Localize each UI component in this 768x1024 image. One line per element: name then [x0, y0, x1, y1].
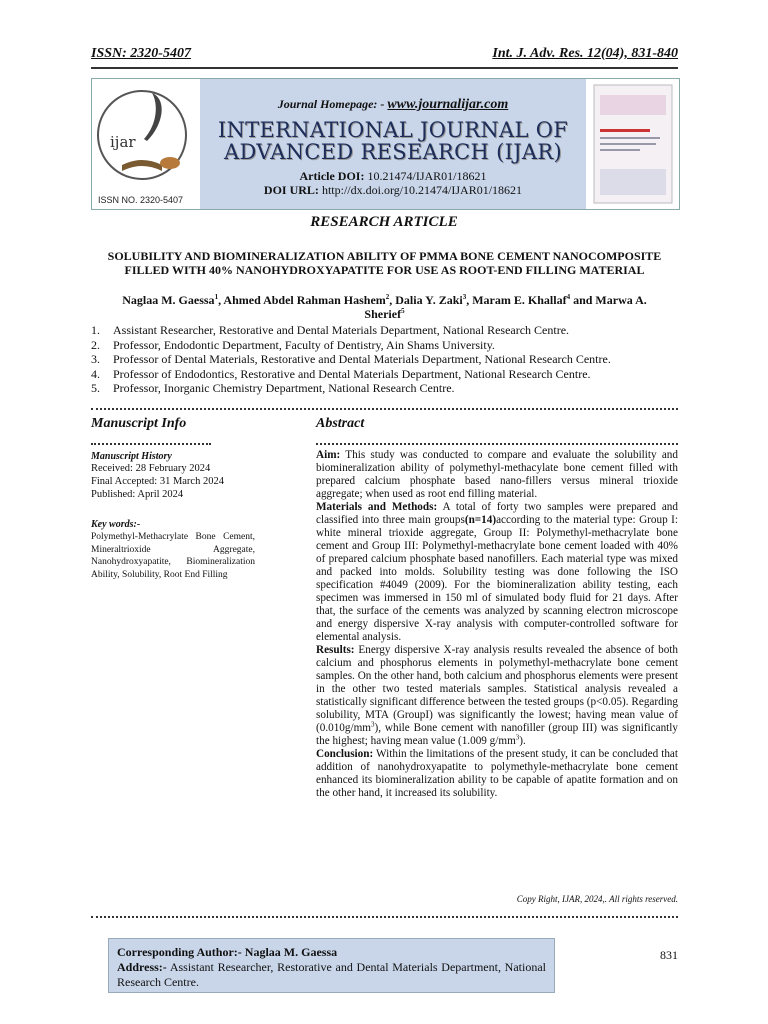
abstract-heading: Abstract [316, 416, 365, 431]
article-type: RESEARCH ARTICLE [310, 214, 458, 230]
journal-banner [91, 78, 680, 210]
author-5-part1: Marwa A. [595, 293, 647, 307]
doi-block [200, 169, 586, 197]
received-date: Received: 28 February 2024 [91, 463, 211, 474]
affiliation-text: Assistant Researcher, Restorative and Dental Materials Department, National Research Centre. [113, 323, 570, 337]
journal-cover-icon [586, 79, 679, 209]
results-text-cont: ), while Bone cement with nanofiller (group III) was significantly the highest; having mean value (1.009 g/mm [316, 722, 678, 747]
results-sup: 3 [515, 733, 520, 742]
ijar-logo-icon [92, 79, 200, 209]
affiliation-item [91, 352, 678, 367]
affiliation-text: Professor of Endodontics, Restorative and Dental Materials Department, National Research Centre. [113, 366, 591, 381]
paper-title-line2: FILLED WITH 40% NANOHYDROXYAPATITE FOR USE AS ROOT-END FILLING MATERIAL [124, 263, 645, 277]
homepage-label: Journal Homepage: - [277, 97, 388, 111]
corresponding-author-label: Corresponding Author:- Naglaa M. Gaessa [117, 945, 338, 959]
doi-value: 10.21474/IJAR01/18621 [367, 169, 487, 183]
affiliation-item [91, 338, 678, 353]
header-rule [91, 67, 678, 69]
methods-text: A total of forty two samples were prepared and classified into three main groups [316, 501, 678, 526]
journal-title-line2: ADVANCED RESEARCH (IJAR) [224, 140, 562, 164]
author-1-sup: 1 [214, 293, 219, 301]
corresponding-author-box [108, 938, 555, 993]
results-sup: 3 [371, 720, 375, 729]
methods-text-cont: according to the material type: Group I: white mineral trioxide aggregate, Group II: Polymethyl-methacrylate bone cement and Group III: Polymethyl-methacrylate bone cement loaded with 40% of prepared calcium phosphate based nanofillers. Each material type was mixed and packed into molds. Solubility testing was done following the ISO specification #4049 (2009). For the biomineralization ability testing, each specimen was immersed in 150 ml of simulated body fluid for 21 days. After that, the surface of the cements was analyzed by scanning electron microscope and energy dispersive X-ray analysis with computer-controlled software for elemental analysis. [316, 514, 678, 643]
results-text: Energy dispersive X-ray analysis results revealed the absence of both calcium and phosphorus elements in polymethyl-methacrylate bone cement samples. On the other hand, both calcium and phosphorus elements were present in the other two tested materials samples. Statistical analysis revealed a statistically significant difference between the tested groups (p<0.05). Regarding solubility, MTA (GroupI) was significantly the lowest; having mean value of (0.010g/mm [316, 644, 678, 734]
manuscript-info-divider [91, 443, 211, 445]
abstract-results [316, 644, 678, 748]
keywords-title: Key words:- [91, 519, 141, 530]
paper-title [91, 249, 678, 277]
author-3: Dalia Y. Zaki [395, 293, 463, 307]
published-date: Published: April 2024 [91, 489, 184, 500]
journal-title [200, 119, 586, 163]
author-5-sup: 5 [401, 307, 405, 315]
footer-divider [91, 916, 678, 918]
affiliation-number: 3. [91, 352, 100, 367]
author-4: Maram E. Khallaf [472, 293, 567, 307]
keywords: Polymethyl-Methacrylate Bone Cement, Mineraltrioxide Aggregate, Nanohydroxyapatite, Biomineralization Ability, Solubility, Root End Filling [91, 532, 255, 580]
author-and: and [570, 293, 596, 307]
affiliation-item [91, 323, 678, 338]
abstract-body [316, 449, 678, 800]
affiliation-item [91, 381, 678, 396]
manuscript-info-heading: Manuscript Info [91, 416, 187, 431]
conclusion-text: Within the limitations of the present study, it can be concluded that addition of nanohydroxyapatite to polymethyle-methacrylate bone cement enhanced its biomineralization ability to be capable of apatite formation and on the other hand, it increased its solubility. [316, 748, 678, 799]
aim-text: This study was conducted to compare and evaluate the solubility and biomineralization ability of polymethyl-methacylate bone cement filled with prepared calcium phosphate based nano-fillers versus mineral trioxide aggregate; when used as root end filling material. [316, 449, 678, 500]
abstract-divider [316, 443, 678, 445]
affiliation-text: Professor, Inorganic Chemistry Department, National Research Centre. [113, 381, 455, 396]
journal-logo [92, 79, 200, 209]
aim-label: Aim: [316, 449, 341, 461]
affiliation-list [91, 323, 678, 396]
affiliation-number: 1. [91, 323, 100, 337]
author-4-sup: 4 [566, 293, 571, 301]
doi-label: Article DOI: [299, 169, 365, 183]
journal-title-line1: INTERNATIONAL JOURNAL OF [217, 118, 569, 142]
affiliation-number: 4. [91, 366, 100, 381]
paper-title-line1: SOLUBILITY AND BIOMINERALIZATION ABILITY OF PMMA BONE CEMENT NANOCOMPOSITE [107, 249, 662, 263]
address-text: Assistant Researcher, Restorative and Dental Materials Department, National Research Centre. [117, 960, 546, 989]
author-3-sup: 3 [462, 293, 467, 301]
journal-homepage [200, 97, 586, 113]
author-list [91, 293, 678, 321]
author-5-part2: Sherief [364, 307, 402, 321]
doi-url-link[interactable]: http://dx.doi.org/10.21474/IJAR01/18621 [321, 183, 523, 197]
author-separator: , [389, 293, 396, 307]
author-2-sup: 2 [385, 293, 390, 301]
citation-header: Int. J. Adv. Res. 12(04), 831-840 [492, 46, 678, 61]
abstract-aim [316, 449, 678, 501]
manuscript-history-title: Manuscript History [91, 451, 172, 462]
abstract-methods [316, 501, 678, 644]
methods-sample-size: (n=14) [464, 514, 497, 526]
methods-label: Materials and Methods: [316, 501, 438, 513]
results-text-end: ). [519, 735, 526, 747]
section-divider [91, 408, 678, 410]
author-separator: , [218, 293, 224, 307]
journal-cover [586, 79, 679, 209]
affiliation-text: Professor, Endodontic Department, Faculty of Dentistry, Ain Shams University. [113, 337, 495, 352]
results-label: Results: [316, 644, 355, 656]
address-label: Address:- [117, 960, 167, 974]
logo-text: ijar [110, 133, 136, 151]
abstract-conclusion [316, 748, 678, 800]
author-separator: , [466, 293, 473, 307]
affiliation-number: 2. [91, 337, 100, 352]
author-1: Naglaa M. Gaessa [122, 293, 215, 307]
homepage-link[interactable]: www.journalijar.com [387, 97, 509, 112]
affiliation-item [91, 367, 678, 382]
copyright-notice: Copy Right, IJAR, 2024,. All rights reserved. [516, 894, 678, 904]
issn-header: ISSN: 2320-5407 [91, 46, 191, 61]
page-number: 831 [660, 948, 678, 962]
accepted-date: Final Accepted: 31 March 2024 [91, 476, 224, 487]
affiliation-number: 5. [91, 381, 100, 396]
doi-url-label: DOI URL: [263, 183, 319, 197]
affiliation-text: Professor of Dental Materials, Restorative and Dental Materials Department, National Research Centre. [113, 352, 611, 367]
author-2: Ahmed Abdel Rahman Hashem [223, 293, 386, 307]
conclusion-label: Conclusion: [316, 748, 374, 760]
logo-issn: ISSN NO. 2320-5407 [98, 195, 184, 205]
